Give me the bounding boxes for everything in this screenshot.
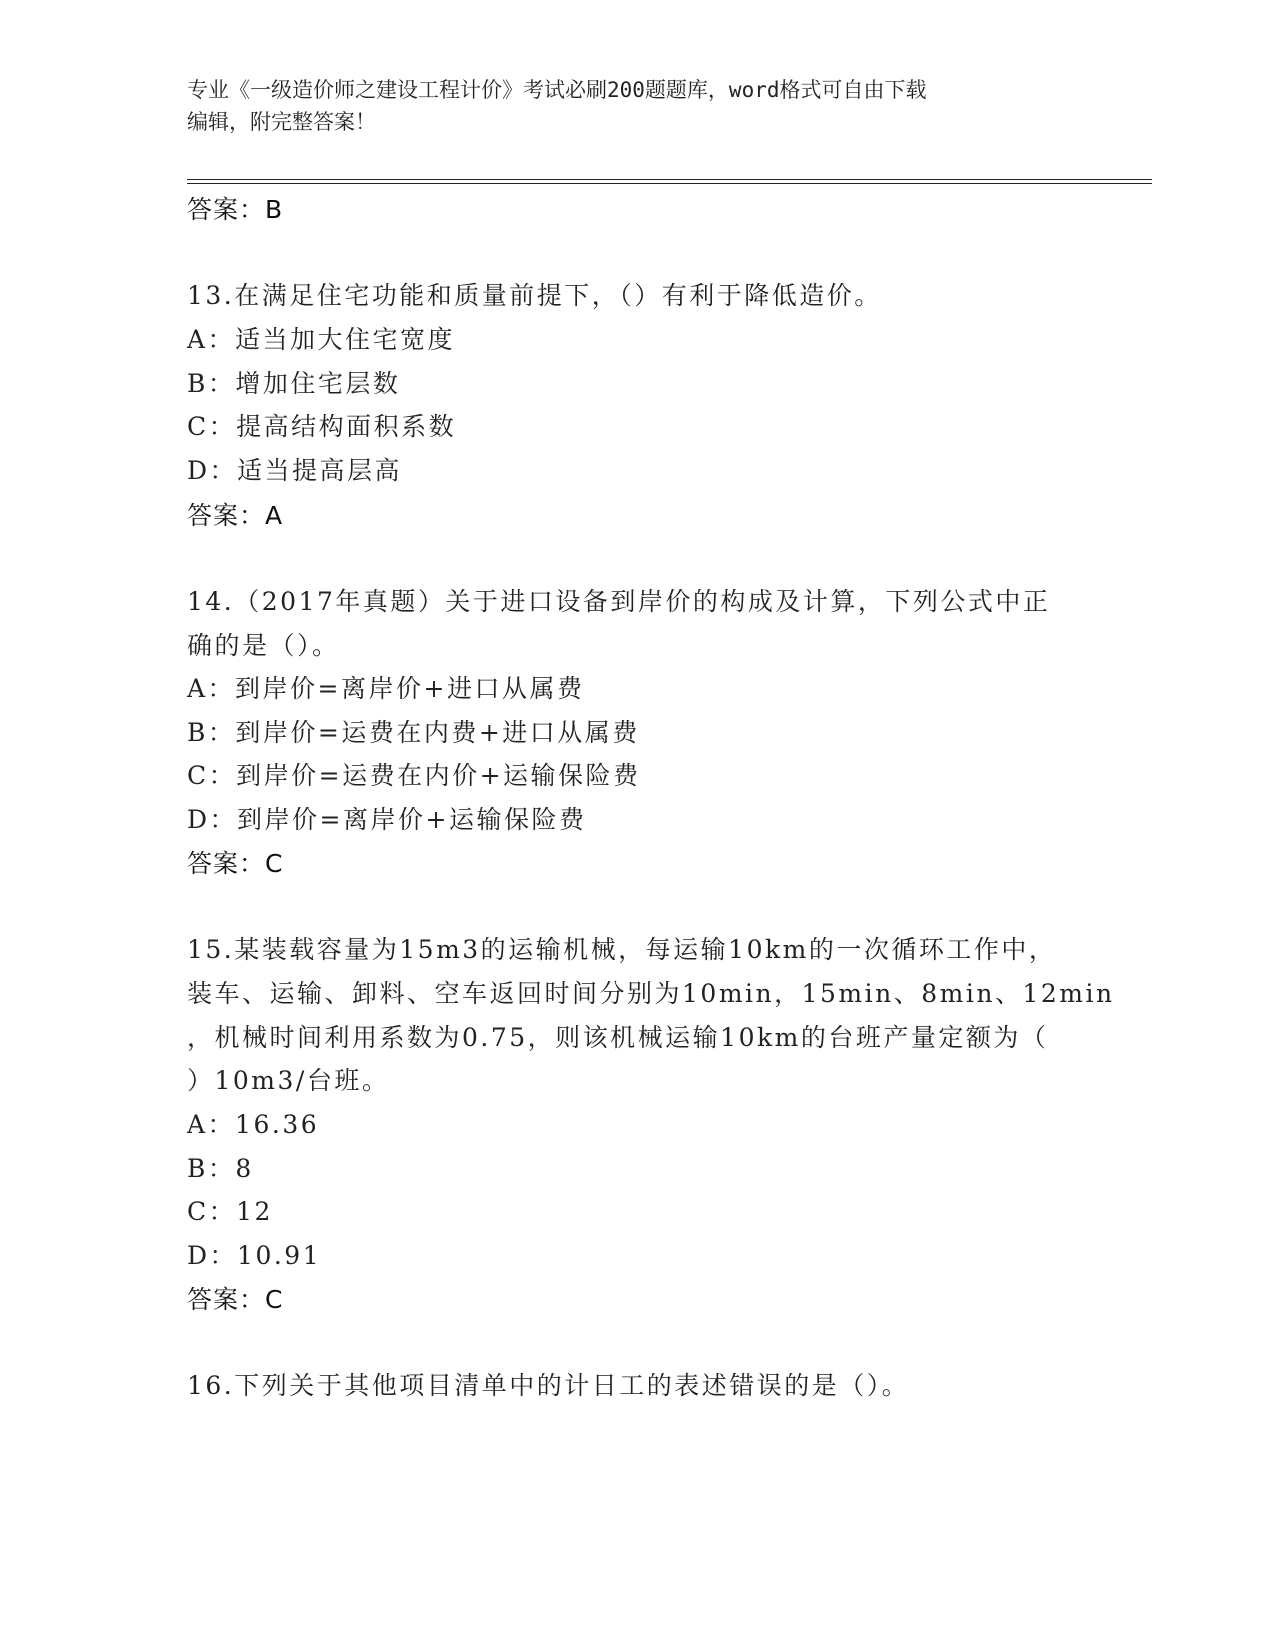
question-15-answer: 答案：C (187, 1285, 284, 1314)
question-15-stem-line-4: ）10m3/台班。 (187, 1066, 390, 1095)
question-15-stem-line-1: 15.某装载容量为15m3的运输机械，每运输10km的一次循环工作中， (187, 935, 1057, 964)
answer-previous: 答案：B (187, 195, 284, 224)
header-line-1: 专业《一级造价师之建设工程计价》考试必刷200题题库，word格式可自由下载 (187, 78, 927, 102)
question-14-option-b: B：到岸价=运费在内费+进口从属费 (187, 718, 640, 747)
header-rule-top (187, 179, 1152, 180)
question-15-option-d: D：10.91 (187, 1241, 322, 1270)
question-15-option-c: C：12 (187, 1197, 273, 1226)
question-14-option-a: A：到岸价=离岸价+进口从属费 (187, 674, 585, 703)
question-15-stem-line-3: ，机械时间利用系数为0.75，则该机械运输10km的台班产量定额为（ (187, 1023, 1049, 1052)
question-13-answer: 答案：A (187, 501, 284, 530)
question-14-stem-line-2: 确的是（）。 (187, 631, 340, 660)
question-15-option-b: B：8 (187, 1154, 254, 1183)
header-line-2: 编辑，附完整答案！ (187, 110, 376, 134)
question-14-answer: 答案：C (187, 849, 284, 878)
question-15-option-a: A：16.36 (187, 1110, 320, 1139)
question-13-option-c: C：提高结构面积系数 (187, 412, 457, 441)
header-rule-bottom (187, 183, 1152, 184)
question-14-option-c: C：到岸价=运费在内价+运输保险费 (187, 761, 641, 790)
question-13-option-b: B：增加住宅层数 (187, 369, 401, 398)
question-14-option-d: D：到岸价=离岸价+运输保险费 (187, 805, 587, 834)
question-15-stem-line-2: 装车、运输、卸料、空车返回时间分别为10min，15min、8min、12min (187, 979, 1115, 1008)
question-13-option-a: A：适当加大住宅宽度 (187, 325, 456, 354)
question-13-option-d: D：适当提高层高 (187, 456, 403, 485)
question-13-stem: 13.在满足住宅功能和质量前提下，（）有利于降低造价。 (187, 281, 882, 310)
question-14-stem-line-1: 14.（2017年真题）关于进口设备到岸价的构成及计算，下列公式中正 (187, 587, 1051, 616)
document-header (187, 74, 1067, 138)
question-16-stem: 16.下列关于其他项目清单中的计日工的表述错误的是（）。 (187, 1371, 910, 1400)
